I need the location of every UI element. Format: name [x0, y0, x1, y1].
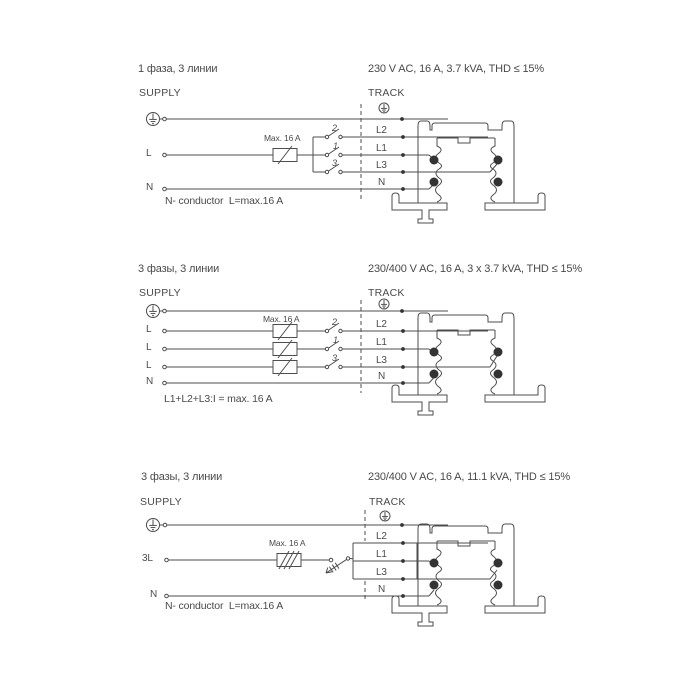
junction-dot — [401, 329, 405, 333]
junction-dot — [400, 309, 404, 313]
junction-dot — [401, 381, 405, 385]
diagram-title: 3 фазы, 3 линии — [138, 263, 220, 275]
switch-number: 3 — [332, 353, 337, 363]
earth-symbol — [380, 511, 390, 521]
junction-dot — [401, 170, 405, 174]
diagram-title: 1 фаза, 3 линии — [138, 63, 218, 75]
diagram-spec: 230/400 V AC, 16 A, 11.1 kVA, THD ≤ 15% — [368, 471, 570, 483]
terminal-circle — [163, 347, 167, 351]
conductor-contact-dot — [494, 178, 503, 187]
junction-dot — [400, 523, 404, 527]
terminal-circle — [165, 558, 169, 562]
track-conductor-label: L3 — [376, 355, 387, 366]
junction-dot — [401, 559, 405, 563]
track-heading: TRACK — [368, 87, 405, 99]
terminal-circle — [163, 381, 167, 385]
conductor-contact-dot — [494, 370, 503, 379]
conductor-contact-dot — [494, 348, 503, 357]
junction-dot — [401, 153, 405, 157]
earth-symbol — [379, 299, 389, 309]
track-conductor-label: L1 — [376, 549, 387, 560]
terminal-circle — [165, 594, 169, 598]
track-conductor-label: L1 — [376, 143, 387, 154]
track-conductor-label: L2 — [376, 125, 387, 136]
diagram-note: L1+L2+L3:I = max. 16 A — [164, 393, 273, 405]
switch-number: 3 — [332, 158, 337, 168]
junction-dot — [401, 594, 405, 598]
switch-number: 2 — [332, 123, 337, 133]
terminal-circle — [329, 558, 333, 562]
conductor-contact-dot — [494, 581, 503, 590]
supply-phase-label: L — [146, 148, 152, 159]
diagram-note: N- conductor L=max.16 A — [165, 600, 284, 612]
junction-dot — [401, 577, 405, 581]
terminal-circle — [163, 365, 167, 369]
earth-symbol — [379, 103, 389, 113]
junction-dot — [401, 365, 405, 369]
conductor-contact-dot — [430, 559, 439, 568]
supply-heading: SUPPLY — [140, 496, 182, 508]
diagram-title: 3 фазы, 3 линии — [141, 471, 223, 483]
terminal-circle — [163, 329, 167, 333]
fuse-rating-label: Max. 16 A — [263, 314, 300, 324]
terminal-circle — [163, 309, 167, 313]
conductor-contact-dot — [430, 156, 439, 165]
fuse-rating-label: Max. 16 A — [264, 133, 301, 143]
junction-dot — [400, 117, 404, 121]
conductor-contact-dot — [494, 559, 503, 568]
track-conductor-label: L1 — [376, 337, 387, 348]
terminal-circle — [163, 187, 167, 191]
fuse-symbol — [277, 551, 301, 569]
fuse-symbol — [273, 322, 297, 340]
conductor-contact-dot — [430, 348, 439, 357]
track-heading: TRACK — [368, 287, 405, 299]
supply-heading: SUPPLY — [139, 87, 181, 99]
conductor-contact-dot — [430, 581, 439, 590]
fuse-symbol — [273, 358, 297, 376]
fuse-rating-label: Max. 16 A — [269, 538, 306, 548]
switch-number: 1 — [333, 335, 338, 345]
conductor-contact-dot — [430, 370, 439, 379]
supply-neutral-label: N — [150, 589, 158, 600]
junction-dot — [401, 347, 405, 351]
terminal-circle — [163, 117, 167, 121]
track-conductor-label: L2 — [376, 319, 387, 330]
diagram-spec: 230 V AC, 16 A, 3.7 kVA, THD ≤ 15% — [368, 63, 545, 75]
track-conductor-label: N — [378, 371, 386, 382]
junction-dot — [401, 135, 405, 139]
track-heading: TRACK — [369, 496, 406, 508]
terminal-circle — [163, 523, 167, 527]
switch-number: 1 — [333, 141, 338, 151]
junction-dot — [401, 187, 405, 191]
track-conductor-label: L3 — [376, 567, 387, 578]
supply-neutral-label: N — [146, 376, 154, 387]
junction-dot — [401, 541, 405, 545]
diagram-spec: 230/400 V AC, 16 A, 3 x 3.7 kVA, THD ≤ 15% — [368, 263, 582, 275]
diagram-note: N- conductor L=max.16 A — [165, 195, 284, 207]
track-profile — [392, 524, 545, 626]
track-conductor-label: N — [378, 584, 386, 595]
earth-symbol — [147, 113, 160, 126]
supply-phase-label: L — [146, 360, 152, 371]
fuse-symbol — [273, 340, 297, 358]
conductor-contact-dot — [494, 156, 503, 165]
fuse-symbol — [273, 146, 297, 164]
supply-neutral-label: N — [146, 182, 154, 193]
earth-symbol — [147, 519, 160, 532]
track-profile — [392, 313, 545, 415]
terminal-circle — [163, 153, 167, 157]
supply-phase-label: L — [146, 342, 152, 353]
switch-number: 2 — [332, 317, 337, 327]
supply-phase-label: 3L — [142, 553, 153, 564]
track-conductor-label: N — [378, 177, 386, 188]
track-conductor-label: L3 — [376, 160, 387, 171]
supply-phase-label: L — [146, 324, 152, 335]
supply-heading: SUPPLY — [139, 287, 181, 299]
earth-symbol — [147, 305, 160, 318]
conductor-contact-dot — [430, 178, 439, 187]
track-conductor-label: L2 — [376, 531, 387, 542]
